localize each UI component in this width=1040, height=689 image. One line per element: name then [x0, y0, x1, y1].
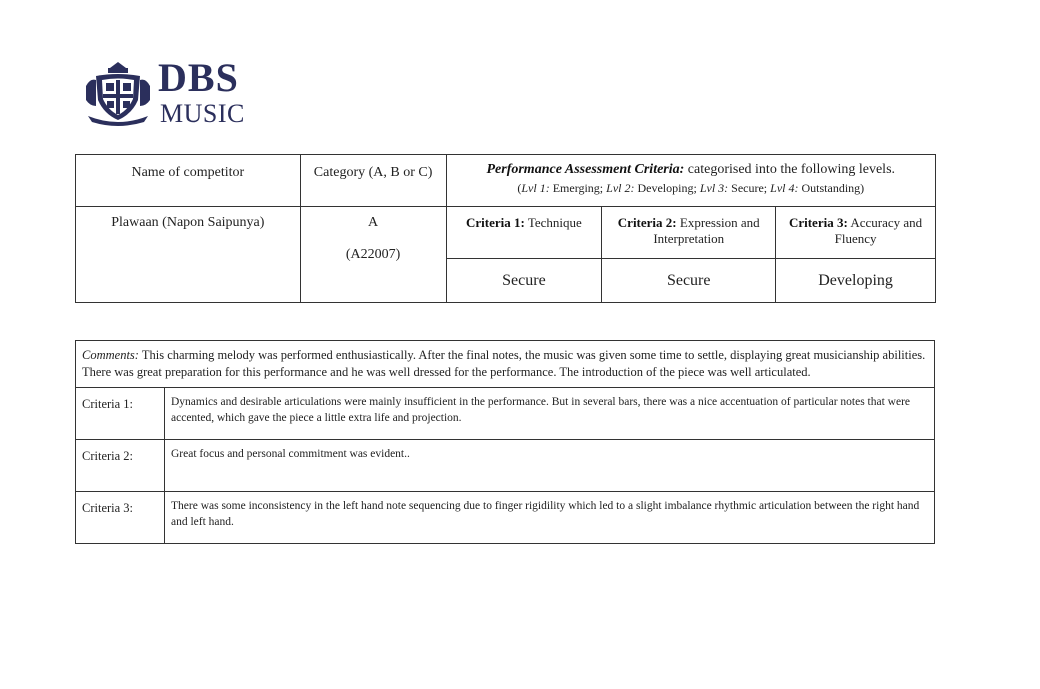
criteria-description: categorised into the following levels. [687, 162, 896, 177]
criteria-3-result: Developing [776, 259, 936, 303]
logo-music-text: MUSIC [160, 99, 245, 128]
header-competitor-name: Name of competitor [76, 155, 301, 207]
criteria-2-header: Criteria 2: Expression and Interpretation [602, 207, 776, 259]
levels-legend: (Lvl 1: Emerging; Lvl 2: Developing; Lvl 3: Secure; Lvl 4: Outstanding) [517, 181, 865, 195]
category-value: A [368, 215, 379, 230]
header-criteria [446, 155, 935, 207]
criteria-title: Performance Assessment Criteria: [486, 162, 685, 177]
comment-criteria-3-text: There was some inconsistency in the left hand note sequencing due to finger rigidility which led to a slight imbalance rhythmic articulation between the right hand and left hand. [165, 492, 935, 544]
dbs-music-logo [82, 56, 252, 130]
competitor-name: Plawaan (Napon Saipunya) [76, 207, 301, 303]
logo-dbs-text: DBS [158, 55, 239, 100]
crest-icon [82, 56, 154, 128]
comment-criteria-3-label: Criteria 3: [76, 492, 165, 544]
category-cell [300, 207, 446, 303]
comment-criteria-2-text: Great focus and personal commitment was evident.. [165, 440, 935, 492]
criteria-3-header: Criteria 3: Accuracy and Fluency [776, 207, 936, 259]
criteria-1-result: Secure [446, 259, 602, 303]
category-code: (A22007) [345, 247, 401, 262]
comments-label: Comments: [82, 348, 139, 362]
comments-table [75, 340, 935, 544]
comments-cell [76, 341, 935, 388]
criteria-2-result: Secure [602, 259, 776, 303]
header-category: Category (A, B or C) [300, 155, 446, 207]
comment-criteria-1-label: Criteria 1: [76, 388, 165, 440]
comments-text: This charming melody was performed enthusiastically. After the final notes, the music was given some time to settle, displaying great musicianship abilities. There was great preparation for this performance and he was well dressed for the performance. The introduction of the piece was well articulated. [82, 348, 926, 379]
assessment-table [75, 154, 936, 303]
comment-criteria-1-text: Dynamics and desirable articulations were mainly insufficient in the performance. But in several bars, there was a nice accentuation of particular notes that were accented, which gave the piece a little extra life and projection. [165, 388, 935, 440]
comment-criteria-2-label: Criteria 2: [76, 440, 165, 492]
criteria-1-header: Criteria 1: Technique [446, 207, 602, 259]
